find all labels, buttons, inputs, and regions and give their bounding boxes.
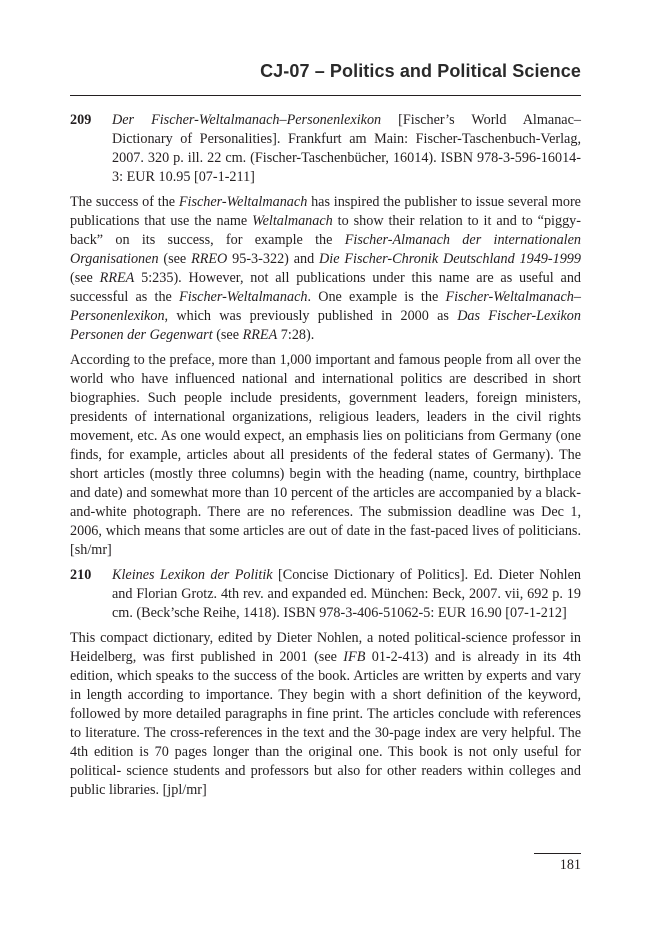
text-run: The success of the: [70, 194, 179, 210]
citation-details: [Fischer’s World Almanac–Dictionary of Personalities]. Frankfurt am Main: Fischer-Taschenbuch-Verlag, 2007. 320 p. ill. 22 cm. (Fischer-Taschenbücher, 16014). ISBN 978-3-596-16014-3: EUR 10.95 [07-1-211]: [112, 112, 581, 185]
citation-entry: [70, 566, 581, 623]
italic-run: Weltalmanach: [252, 213, 333, 229]
entry-number: 210: [70, 567, 92, 583]
review-paragraph: [70, 193, 581, 345]
text-run: , which was previously published in 2000 as: [164, 308, 458, 324]
text-run: . One example is the: [307, 289, 446, 305]
review-paragraph: [70, 629, 581, 800]
page-content: [70, 111, 581, 806]
text-run: has inspired the publisher to issue several more publications that use the name: [70, 194, 581, 229]
citation-details: [Concise Dictionary of Politics]. Ed. Dieter Nohlen and Florian Grotz. 4th rev. and expanded ed. München: Beck, 2007. vii, 692 p. 19 cm. (Beck’sche Reihe, 1418). ISBN 978-3-406-51062-5: EUR 16.90 [07-1-212]: [112, 567, 581, 621]
text-run: (see: [70, 270, 100, 286]
text-run: (see: [212, 327, 243, 343]
entry-number: 209: [70, 112, 92, 128]
text-run: to show their relation to it and to “piggy-back” on its success, for example the: [70, 213, 581, 248]
running-header: CJ-07 – Politics and Political Science: [260, 61, 581, 81]
entry-title: Der Fischer-Weltalmanach–Personenlexikon: [112, 112, 382, 128]
italic-run: RREA: [242, 327, 278, 343]
italic-run: Die Fischer-Chronik Deutschland 1949-1999: [319, 251, 581, 267]
italic-run: RREO: [191, 251, 228, 267]
text-run: 01-2-413) and is already in its 4th edition, which speaks to the success of the book. Articles are written by experts and vary in length according to importance. They begin with a short definition of the keyword, followed by more detailed paragraphs in fine print. The articles conclude with references to literature. The cross-references in the text and the 30-page index are very helpful. The 4th edition is 70 pages longer than the original one. This book is not only useful for political- science students and professors but also for other readers within colleges and public libraries. [jpl/mr]: [70, 649, 581, 798]
citation-entry: [70, 111, 581, 187]
italic-run: RREA: [99, 270, 135, 286]
review-paragraph: [70, 351, 581, 560]
italic-run: Fischer-Weltalmanach: [179, 289, 308, 305]
header-rule: [70, 95, 581, 96]
italic-run: Fischer-Weltalmanach: [178, 194, 308, 210]
text-run: 7:28).: [277, 327, 315, 343]
text-run: According to the preface, more than 1,000 important and famous people from all over the world who have influenced national and international politics are described in short biographies. Such people include presidents, government leaders, foreign ministers, presidents of international organizations, religious leaders, leaders in the civil rights movement, etc. As one would expect, an emphasis lies on politicians from Germany (one finds, for example, articles about all presidents of the federal states of Germany). The short articles (mostly three columns) begin with the heading (name, country, birthplace and date) and somewhat more than 10 percent of the articles are accompanied by a black-and-white photograph. There are no references. The submission deadline was Dec 1, 2006, which means that some articles are out of date in the fast-paced lives of politicians. [sh/mr]: [70, 352, 581, 558]
entry-title: Kleines Lexikon der Politik: [112, 567, 273, 583]
italic-run: Das Fischer-Lexikon Personen der Gegenwart: [70, 308, 581, 343]
text-run: 95-3-322) and: [227, 251, 320, 267]
text-run: 5:235). However, not all publications under this name are as useful and successful as the: [70, 270, 582, 305]
text-run: (see: [158, 251, 192, 267]
italic-run: Fischer-Almanach der internationalen Organisationen: [70, 232, 581, 267]
text-run: This compact dictionary, edited by Dieter Nohlen, a noted political-science professor in Heidelberg, was first published in 2001 (see: [70, 630, 581, 665]
italic-run: Fischer-Weltalmanach–Personenlexikon: [70, 289, 581, 324]
footer-rule: [534, 853, 581, 854]
italic-run: IFB: [343, 649, 366, 665]
page-number: 181: [559, 857, 581, 873]
